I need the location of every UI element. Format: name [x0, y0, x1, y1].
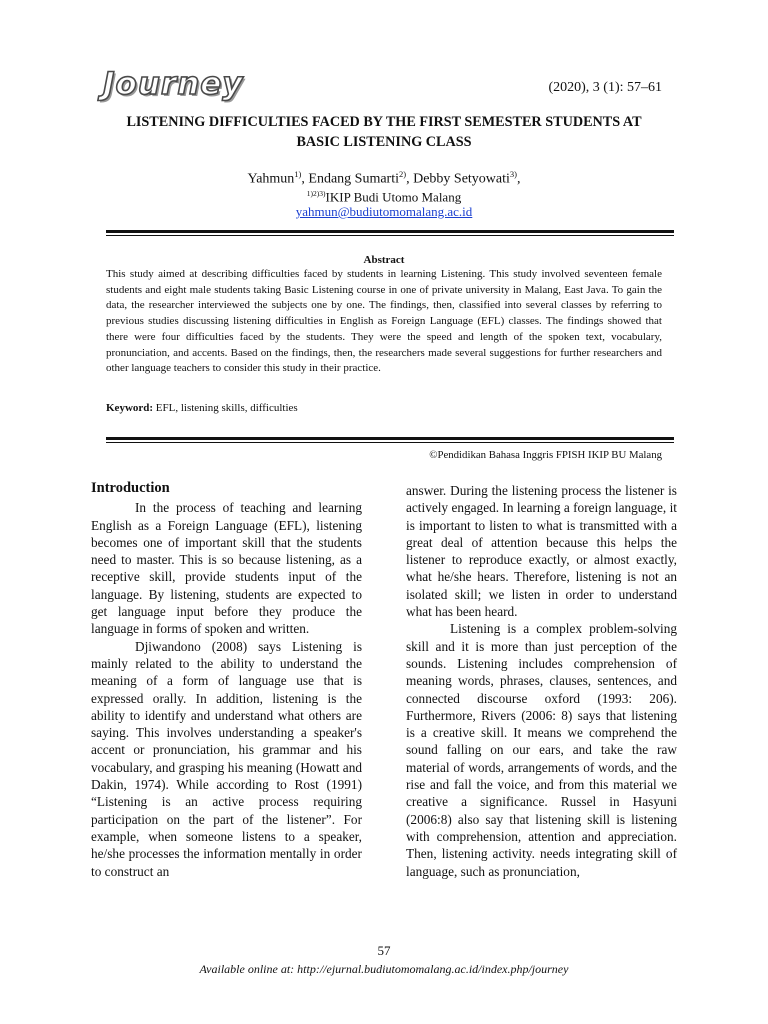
email-link[interactable]: yahmun@budiutomomalang.ac.id [295, 204, 473, 219]
introduction-heading: Introduction [91, 480, 170, 496]
abstract-divider-thin [106, 442, 674, 443]
affiliation-name: IKIP Budi Utomo Malang [325, 189, 462, 205]
body-column-right [406, 482, 677, 880]
keywords [106, 402, 662, 414]
copyright-line: ©Pendidikan Bahasa Inggris FPISH IKIP BU Malang [429, 449, 662, 461]
body-column-left [91, 480, 362, 880]
abstract-text: This study aimed at describing difficulties faced by students in learning Listening. This study involved seventeen female students and eight male students taking Basic Listening course in one of private university in Malang, East Java. To gain the data, the researcher interviewed the subjects one by one. The findings, then, classified into several classes by referring to previous studies discussing listening difficulties in English as Foreign Language (EFL) classes. The findings showed that there were four difficulties faced by the students. They were the speed and length of the spoken text, vocabulary, pronunciation, and accents. Based on the findings, then, the researchers made several suggestions for further researchers and other language teachers to consider this study in their practice. [106, 268, 662, 375]
header-divider-thin [106, 235, 674, 236]
author-superscript: 3) [509, 169, 518, 179]
article-title [106, 112, 662, 152]
body-paragraph: Djiwandono (2008) says Listening is mainly related to the ability to understand the meaning of a form of language use that is expressed orally. In addition, listening is the ability to identify and understand what others are saying. This involves understanding a speaker's accent or pronunciation, his grammar and his vocabulary, and grasping his meaning (Howatt and Dakin, 1974). While according to Rost (1991) “Listening is an active process requiring participation on the part of the listener”. For example, when someone listens to a speaker, he/she processes the information mentally in order to construct an [91, 638, 362, 879]
journal-logo: Journey [103, 66, 244, 102]
citation-info: (2020), 3 (1): 57–61 [548, 80, 662, 95]
author-separator: , [517, 171, 521, 187]
author-name: Yahmun [247, 171, 295, 187]
affiliation [106, 186, 662, 205]
body-paragraph: answer. During the listening process the listener is actively engaged. In learning a foreign language, it is important to listen to what is transmitted with a great deal of attention because this helps the listener to reproduce exactly, or almost exactly, what he/she hears. Therefore, listening is not an isolated skill; we listen in order to understand what has been heard. [406, 483, 677, 620]
article-title-line-1: LISTENING DIFFICULTIES FACED BY THE FIRST SEMESTER STUDENTS AT [126, 114, 642, 130]
author-superscript: 2) [399, 169, 407, 179]
author-name: Debby Setyowati [413, 171, 510, 187]
abstract-divider-thick [106, 437, 674, 440]
page-number: 57 [377, 943, 391, 958]
body-paragraph: Listening is a complex problem-solving skill and it is more than just perception of the sounds. Listening includes comprehension of meaning words, phrases, clauses, sentences, and connected discourse oxford (1993: 206). Furthermore, Rivers (2006: 8) says that listening is a creative skill. It means we comprehend the sound falling on our ears, and take the raw material of words, arrangements of words, and the rise and fall the voice, and from this material we creative a significance. Russel in Hasyuni (2006:8) also say that listening skill is listening with comprehension, attention and appreciation. Then, listening activity. needs integrating skill of language, such as pronunciation, [406, 621, 677, 879]
article-title-line-2: BASIC LISTENING CLASS [296, 134, 472, 150]
keyword-values: EFL, listening skills, difficulties [153, 402, 298, 414]
author-separator: , [406, 171, 414, 187]
available-online-footer: Available online at: http://ejurnal.budiutomomalang.ac.id/index.php/journey [199, 962, 569, 976]
abstract-heading: Abstract [363, 254, 405, 266]
author-superscript: 1) [294, 169, 302, 179]
author-name: Endang Sumarti [308, 171, 399, 187]
keyword-label: Keyword: [106, 402, 154, 414]
body-paragraph: In the process of teaching and learning English as a Foreign Language (EFL), listening becomes one of important skill that the students need to master. This is so because listening, as a receptive skill, provide students input of the language. By listening, students are expected to get language input before they produce the language in forms of spoken and written. [91, 500, 362, 637]
author-email [106, 204, 662, 220]
author-separator: , [301, 171, 309, 187]
affiliation-superscript: 1)2)3) [306, 189, 326, 198]
header-divider-thick [106, 230, 674, 233]
